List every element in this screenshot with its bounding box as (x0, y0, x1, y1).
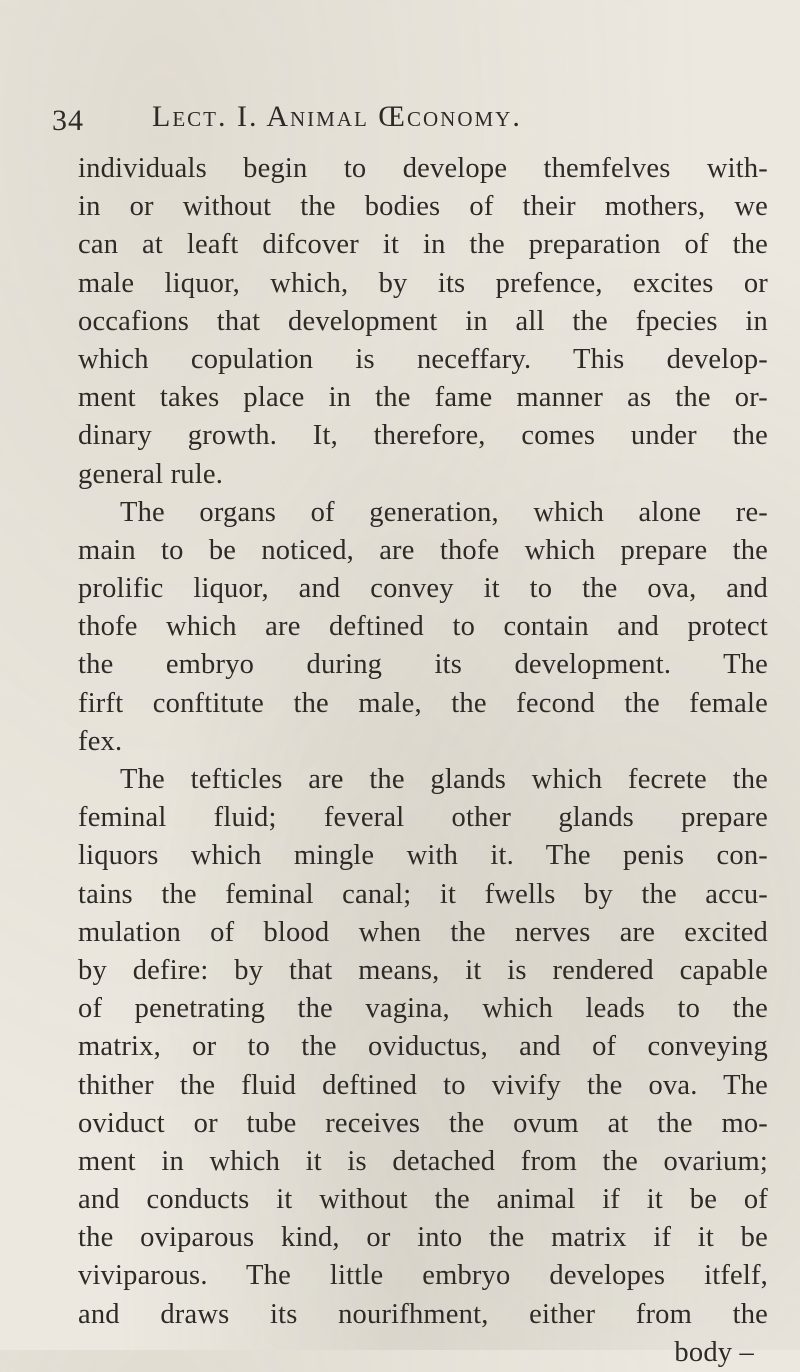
text-line: feminal fluid; feveral other glands prepare (78, 802, 768, 834)
text-line: ment takes place in the fame manner as the or- (78, 382, 768, 414)
text-line: and conducts it without the animal if it be of (78, 1184, 768, 1216)
text-line: of penetrating the vagina, which leads to the (78, 993, 768, 1025)
text-line: tains the feminal canal; it fwells by the accu- (78, 878, 768, 910)
text-line: the oviparous kind, or into the matrix if it be (78, 1222, 768, 1254)
text-line: viviparous. The little embryo developes itfelf, (78, 1260, 768, 1292)
text-line: thither the fluid deftined to vivify the ova. The (78, 1069, 768, 1101)
text-line: which copulation is neceffary. This develop- (78, 343, 768, 375)
running-title: Lect. I. Animal Œconomy. (152, 100, 522, 133)
text-line: individuals begin to develope themfelves with- (78, 153, 768, 184)
text-line: in or without the bodies of their mothers, we (78, 191, 768, 223)
text-line: by defire: by that means, it is rendered capable (78, 954, 768, 986)
text-line: dinary growth. It, therefore, comes under the (78, 420, 768, 452)
text-line: can at leaft difcover it in the preparation of the (78, 229, 768, 261)
catchword: body – (674, 1336, 754, 1368)
text-line: thofe which are deftined to contain and protect (78, 611, 768, 643)
text-line: fex. (78, 725, 123, 757)
text-line: oviduct or tube receives the ovum at the mo- (78, 1107, 768, 1139)
text-line: occafions that development in all the fpecies in (78, 305, 768, 337)
running-head (52, 100, 772, 150)
text-line: mulation of blood when the nerves are excited (78, 916, 768, 948)
text-line: liquors which mingle with it. The penis con- (78, 840, 768, 872)
paragraph-start: The tefticles are the glands which fecrete the (120, 764, 768, 795)
text-line: male liquor, which, by its prefence, excites or (78, 267, 768, 299)
text-line: matrix, or to the oviductus, and of conveying (78, 1031, 768, 1063)
body-text (78, 150, 768, 1372)
text-line: ment in which it is detached from the ovarium; (78, 1145, 768, 1177)
text-line: firft conftitute the male, the fecond the female (78, 687, 768, 719)
text-line: and draws its nourifhment, either from the (78, 1298, 768, 1330)
paragraph-start: The organs of generation, which alone re- (120, 496, 768, 528)
text-line: main to be noticed, are thofe which prepare the (78, 534, 768, 566)
text-line: general rule. (78, 458, 224, 490)
text-line: prolific liquor, and convey it to the ova, and (78, 573, 768, 605)
text-line: the embryo during its development. The (78, 649, 768, 681)
page-number: 34 (52, 104, 84, 137)
